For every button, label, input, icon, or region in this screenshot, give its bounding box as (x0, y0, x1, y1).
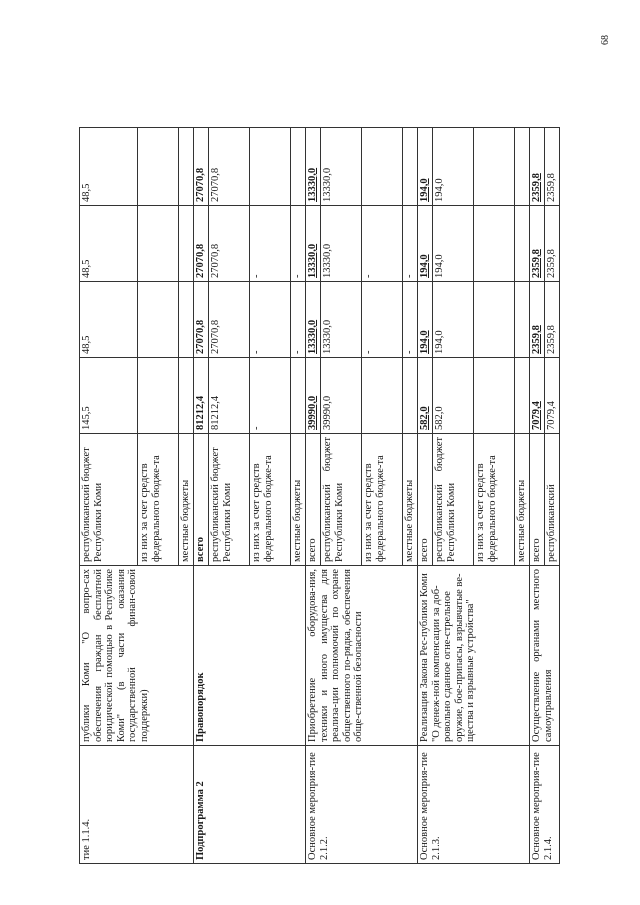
funding-source-cell: республиканский бюджет Республики Коми (80, 434, 138, 566)
year2-value-cell (179, 206, 194, 282)
year2-value-cell: - (362, 206, 403, 282)
funding-source-cell: из них за счет средств федерального бюдже-та (250, 434, 291, 566)
table-row (306, 128, 321, 864)
year2-value-cell: 13330,0 (306, 206, 321, 282)
year2-value-cell: 194,0 (433, 206, 474, 282)
total-value-cell: 81212,4 (194, 358, 209, 434)
year3-value-cell: 27070,8 (209, 128, 250, 206)
funding-source-cell: из них за счет средств федерального бюдже-та (362, 434, 403, 566)
funding-source-cell: местные бюджеты (291, 434, 306, 566)
funding-source-cell: всего (418, 434, 433, 566)
table-row (194, 128, 209, 864)
year1-value-cell (138, 282, 179, 358)
year1-value-cell: - (362, 282, 403, 358)
year3-value-cell (179, 128, 194, 206)
year1-value-cell: 27070,8 (194, 282, 209, 358)
year3-value-cell: 194,0 (433, 128, 474, 206)
activity-name-cell: Осуществление органами местного самоуправления (530, 566, 560, 746)
year2-value-cell: 48,5 (80, 206, 138, 282)
year1-value-cell: 27070,8 (209, 282, 250, 358)
funding-source-cell: из них за счет средств федерального бюдже-та (474, 434, 515, 566)
total-value-cell (403, 358, 418, 434)
total-value-cell (138, 358, 179, 434)
funding-source-cell: всего (530, 434, 545, 566)
year3-value-cell (291, 128, 306, 206)
table-row (530, 128, 545, 864)
year3-value-cell (362, 128, 403, 206)
total-value-cell: - (250, 358, 291, 434)
subprogram-name-cell: Правопорядок (194, 566, 306, 746)
total-value-cell (474, 358, 515, 434)
year2-value-cell: 27070,8 (209, 206, 250, 282)
year2-value-cell (138, 206, 179, 282)
year1-value-cell (179, 282, 194, 358)
total-value-cell: 145,5 (80, 358, 138, 434)
year2-value-cell: - (403, 206, 418, 282)
funding-source-cell: местные бюджеты (179, 434, 194, 566)
year1-value-cell (474, 282, 515, 358)
funding-source-cell: всего (306, 434, 321, 566)
year1-value-cell: - (403, 282, 418, 358)
activity-name-cell: Реализация Закона Рес-публики Коми "О денеж-ной компенсации за доб-ровольно сданное огне-стрельное оружие, бое-припасы, взрывчатые ве-щества и взрывные устройства" (418, 566, 530, 746)
total-value-cell (362, 358, 403, 434)
year1-value-cell: 13330,0 (321, 282, 362, 358)
funding-source-cell: всего (194, 434, 209, 566)
subprogram-label-cell: Подпрограмма 2 (194, 746, 306, 864)
table-row (418, 128, 433, 864)
year3-value-cell: 13330,0 (321, 128, 362, 206)
year1-value-cell (515, 282, 530, 358)
year2-value-cell: - (250, 206, 291, 282)
rotated-table-container (79, 128, 557, 864)
year1-value-cell: 13330,0 (306, 282, 321, 358)
year2-value-cell (515, 206, 530, 282)
total-value-cell: 39990,0 (321, 358, 362, 434)
year1-value-cell: - (291, 282, 306, 358)
activity-code-cell: Основное мероприя-тие 2.1.3. (418, 746, 530, 864)
year1-value-cell: - (250, 282, 291, 358)
table-row (80, 128, 138, 864)
total-value-cell: 39990,0 (306, 358, 321, 434)
year3-value-cell (250, 128, 291, 206)
total-value-cell: 7079,4 (530, 358, 545, 434)
activity-code-cell: тие 1.1.4. (80, 746, 194, 864)
year2-value-cell: 2359,8 (530, 206, 545, 282)
funding-source-cell: местные бюджеты (515, 434, 530, 566)
year2-value-cell: 13330,0 (321, 206, 362, 282)
budget-table (79, 127, 560, 864)
total-value-cell (515, 358, 530, 434)
total-value-cell: 582,0 (418, 358, 433, 434)
year3-value-cell: 2359,8 (530, 128, 545, 206)
funding-source-cell: республиканский бюджет Республики Коми (321, 434, 362, 566)
total-value-cell: 81212,4 (209, 358, 250, 434)
total-value-cell (179, 358, 194, 434)
year1-value-cell: 48,5 (80, 282, 138, 358)
funding-source-cell: республиканский бюджет Республики Коми (433, 434, 474, 566)
funding-source-cell: республиканский (545, 434, 560, 566)
year2-value-cell: 27070,8 (194, 206, 209, 282)
activity-name-cell: Приобретение оборудова-ния, техники и иного имущества для реализа-ции полномочий по охране общественного по-рядка, обеспечения обще-ственной безопасности (306, 566, 418, 746)
funding-source-cell: из них за счет средств федерального бюдже-та (138, 434, 179, 566)
funding-source-cell: республиканский бюджет Республики Коми (209, 434, 250, 566)
year3-value-cell (138, 128, 179, 206)
year3-value-cell (474, 128, 515, 206)
activity-code-cell: Основное мероприя-тие 2.1.4. (530, 746, 560, 864)
total-value-cell: 582,0 (433, 358, 474, 434)
activity-name-cell: публики Коми "О вопро-сах обеспечения граждан бесплатной юридической помощью в Республике Коми" (в части оказания государственной финан-совой поддержки) (80, 566, 194, 746)
year2-value-cell: - (291, 206, 306, 282)
year3-value-cell (515, 128, 530, 206)
year2-value-cell: 2359,8 (545, 206, 560, 282)
budget-table-frame (79, 128, 557, 864)
funding-source-cell: местные бюджеты (403, 434, 418, 566)
year3-value-cell: 194,0 (418, 128, 433, 206)
year3-value-cell: 2359,8 (545, 128, 560, 206)
year3-value-cell: 27070,8 (194, 128, 209, 206)
year1-value-cell: 2359,8 (530, 282, 545, 358)
year1-value-cell: 2359,8 (545, 282, 560, 358)
total-value-cell (291, 358, 306, 434)
year3-value-cell: 13330,0 (306, 128, 321, 206)
total-value-cell: 7079,4 (545, 358, 560, 434)
year1-value-cell: 194,0 (418, 282, 433, 358)
year3-value-cell: 48,5 (80, 128, 138, 206)
page-number: 68 (600, 35, 611, 45)
activity-code-cell: Основное мероприя-тие 2.1.2. (306, 746, 418, 864)
year1-value-cell: 194,0 (433, 282, 474, 358)
year2-value-cell: 194,0 (418, 206, 433, 282)
year3-value-cell (403, 128, 418, 206)
year2-value-cell (474, 206, 515, 282)
